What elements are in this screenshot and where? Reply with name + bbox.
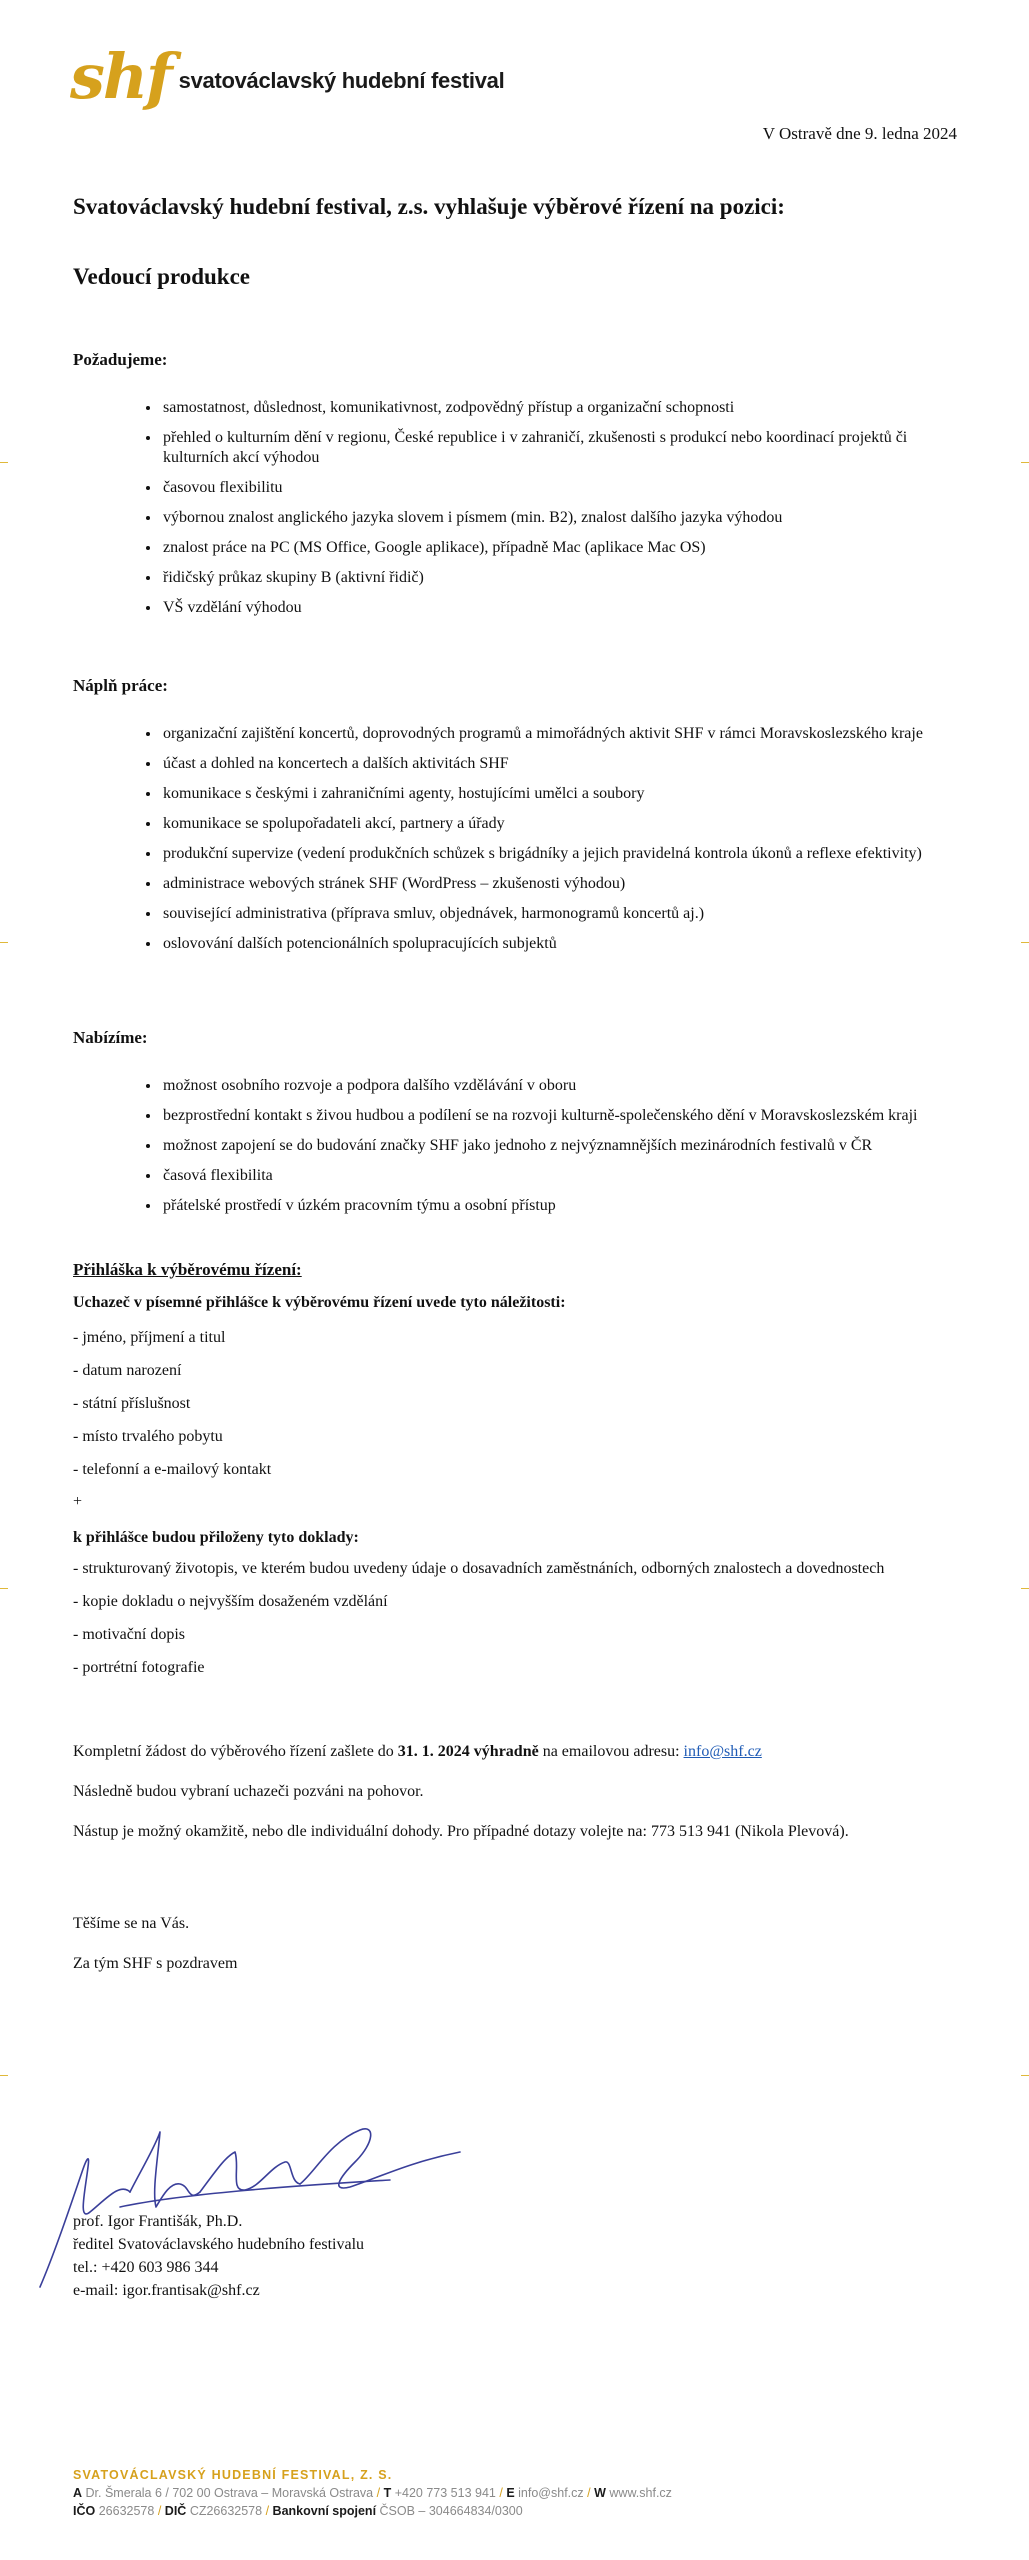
edge-mark <box>0 1588 8 1589</box>
list-item: • bezprostřední kontakt s živou hudbou a podílení se na rozvoji kulturně-společenského dění v Moravskoslezském kraji <box>161 1106 957 1126</box>
footer-label: E <box>506 2486 515 2500</box>
signatory-name: prof. Igor Františák, Ph.D. <box>73 2213 243 2230</box>
edge-mark <box>1021 2075 1029 2076</box>
signatory-email: e-mail: igor.frantisak@shf.cz <box>73 2282 260 2299</box>
signatory-block <box>73 2210 364 2302</box>
text: na emailovou adresu: <box>538 1743 684 1760</box>
list-item: - státní příslušnost <box>73 1395 191 1412</box>
list-item: - místo trvalého pobytu <box>73 1428 223 1445</box>
signatory-phone: tel.: +420 603 986 344 <box>73 2259 219 2276</box>
footer-label: IČO <box>73 2504 96 2518</box>
list-item: • znalost práce na PC (MS Office, Google aplikace), případně Mac (aplikace Mac OS) <box>161 538 957 558</box>
logo-mark: shf <box>70 40 171 113</box>
application-title: Přihláška k výběrovému řízení: <box>73 1260 302 1279</box>
headline: Svatováclavský hudební festival, z.s. vyhlašuje výběrové řízení na pozici: <box>73 194 785 219</box>
logo-name: svatováclavský hudební festival <box>178 68 505 93</box>
letter-date: V Ostravě dne 9. ledna 2024 <box>762 124 957 143</box>
list-item: • produkční supervize (vedení produkčních schůzek s brigádníky a jejich pravidelná kontrola úkonů a reflexe efektivity) <box>161 844 957 864</box>
start-paragraph: Nástup je možný okamžitě, nebo dle individuální dohody. Pro případné dotazy volejte na: 773 513 941 (Nikola Plevová). <box>73 1823 849 1840</box>
list-item: • samostatnost, důslednost, komunikativnost, zodpovědný přístup a organizační schopnosti <box>161 398 957 418</box>
list-item: • související administrativa (příprava smluv, objednávek, harmonogramů koncertů aj.) <box>161 904 957 924</box>
edge-mark <box>0 462 8 463</box>
requirements-list <box>73 398 957 618</box>
plus-sign: + <box>73 1493 83 1510</box>
list-item: • časová flexibilita <box>161 1166 957 1186</box>
list-item: • administrace webových stránek SHF (WordPress – zkušenosti výhodou) <box>161 874 957 894</box>
letter-footer <box>73 2466 672 2520</box>
list-item: • oslovování dalších potencionálních spolupracujících subjektů <box>161 934 957 954</box>
documents-title: k přihlášce budou přiloženy tyto doklady: <box>73 1529 359 1546</box>
footer-email[interactable]: info@shf.cz <box>518 2486 584 2500</box>
list-item: • možnost osobního rozvoje a podpora dalšího vzdělávání v oboru <box>161 1076 957 1096</box>
requirements-title: Požadujeme: <box>73 350 168 369</box>
list-item: • organizační zajištění koncertů, doprovodných programů a mimořádných aktivit SHF v rámci Moravskoslezského kraje <box>161 724 957 744</box>
edge-mark <box>0 942 8 943</box>
duties-title: Náplň práce: <box>73 676 168 695</box>
greeting-line: Za tým SHF s pozdravem <box>73 1955 238 1972</box>
festival-logo <box>70 38 505 113</box>
offer-title: Nabízíme: <box>73 1028 148 1047</box>
edge-mark <box>1021 942 1029 943</box>
list-item: - portrétní fotografie <box>73 1659 205 1676</box>
footer-web[interactable]: www.shf.cz <box>609 2486 672 2500</box>
footer-phone: +420 773 513 941 <box>394 2486 496 2500</box>
list-item: • přátelské prostředí v úzkém pracovním týmu a osobní přístup <box>161 1196 957 1216</box>
list-item: • VŠ vzdělání výhodou <box>161 598 957 618</box>
footer-label: W <box>594 2486 606 2500</box>
submission-paragraph <box>73 1741 957 1763</box>
letter-body <box>73 194 957 1993</box>
position-title: Vedoucí produkce <box>73 264 251 289</box>
list-item: • účast a dohled na koncertech a dalších aktivitách SHF <box>161 754 957 774</box>
interview-paragraph: Následně budou vybraní uchazeči pozváni na pohovor. <box>73 1783 424 1800</box>
list-item: • časovou flexibilitu <box>161 478 957 498</box>
footer-ico: 26632578 <box>98 2504 155 2518</box>
deadline: 31. 1. 2024 výhradně <box>397 1743 539 1760</box>
footer-address: Dr. Šmerala 6 / 702 00 Ostrava – Moravská Ostrava <box>85 2486 374 2500</box>
footer-label: T <box>383 2486 392 2500</box>
offer-list <box>73 1076 957 1216</box>
footer-dic: CZ26632578 <box>189 2504 263 2518</box>
list-item: • možnost zapojení se do budování značky SHF jako jednoho z nejvýznamnějších mezinárodních festivalů v ČR <box>161 1136 957 1156</box>
edge-mark <box>1021 1588 1029 1589</box>
list-item: - datum narození <box>73 1362 182 1379</box>
list-item: - jméno, příjmení a titul <box>73 1329 226 1346</box>
text: Kompletní žádost do výběrového řízení zašlete do <box>73 1743 398 1760</box>
signatory-role: ředitel Svatováclavského hudebního festivalu <box>73 2236 365 2253</box>
duties-list <box>73 724 957 954</box>
application-intro: Uchazeč v písemné přihlášce k výběrovému řízení uvede tyto náležitosti: <box>73 1294 566 1311</box>
list-item: - telefonní a e-mailový kontakt <box>73 1461 272 1478</box>
documents-list <box>73 1559 957 1678</box>
closing-line: Těšíme se na Vás. <box>73 1915 190 1932</box>
footer-label: DIČ <box>164 2504 187 2518</box>
application-fields <box>73 1328 957 1480</box>
footer-bank: ČSOB – 304664834/0300 <box>379 2504 523 2518</box>
list-item: • přehled o kulturním dění v regionu, České republice i v zahraničí, zkušenosti s produkcí nebo koordinací projektů či kulturních akcí výhodou <box>161 428 957 468</box>
footer-registry-line: IČO 26632578 / DIČ CZ26632578 / Bankovní spojení ČSOB – 304664834/0300 <box>73 2504 523 2518</box>
list-item: - motivační dopis <box>73 1626 185 1643</box>
list-item: • výbornou znalost anglického jazyka slovem i písmem (min. B2), znalost dalšího jazyka výhodou <box>161 508 957 528</box>
footer-label: A <box>73 2486 83 2500</box>
footer-org: SVATOVÁCLAVSKÝ HUDEBNÍ FESTIVAL, Z. S. <box>73 2468 393 2482</box>
email-link[interactable]: info@shf.cz <box>683 1743 762 1760</box>
edge-mark <box>0 2075 8 2076</box>
list-item: - kopie dokladu o nejvyšším dosaženém vzdělání <box>73 1593 388 1610</box>
footer-contact-line: A Dr. Šmerala 6 / 702 00 Ostrava – Moravská Ostrava / T +420 773 513 941 / E info@shf.cz / W www.shf.cz <box>73 2486 672 2500</box>
edge-mark <box>1021 462 1029 463</box>
list-item: - strukturovaný životopis, ve kterém budou uvedeny údaje o dosavadních zaměstnáních, odborných znalostech a dovednostech <box>73 1560 885 1577</box>
list-item: • komunikace se spolupořadateli akcí, partnery a úřady <box>161 814 957 834</box>
footer-label: Bankovní spojení <box>272 2504 377 2518</box>
list-item: • komunikace s českými i zahraničními agenty, hostujícími umělci a soubory <box>161 784 957 804</box>
list-item: • řidičský průkaz skupiny B (aktivní řidič) <box>161 568 957 588</box>
